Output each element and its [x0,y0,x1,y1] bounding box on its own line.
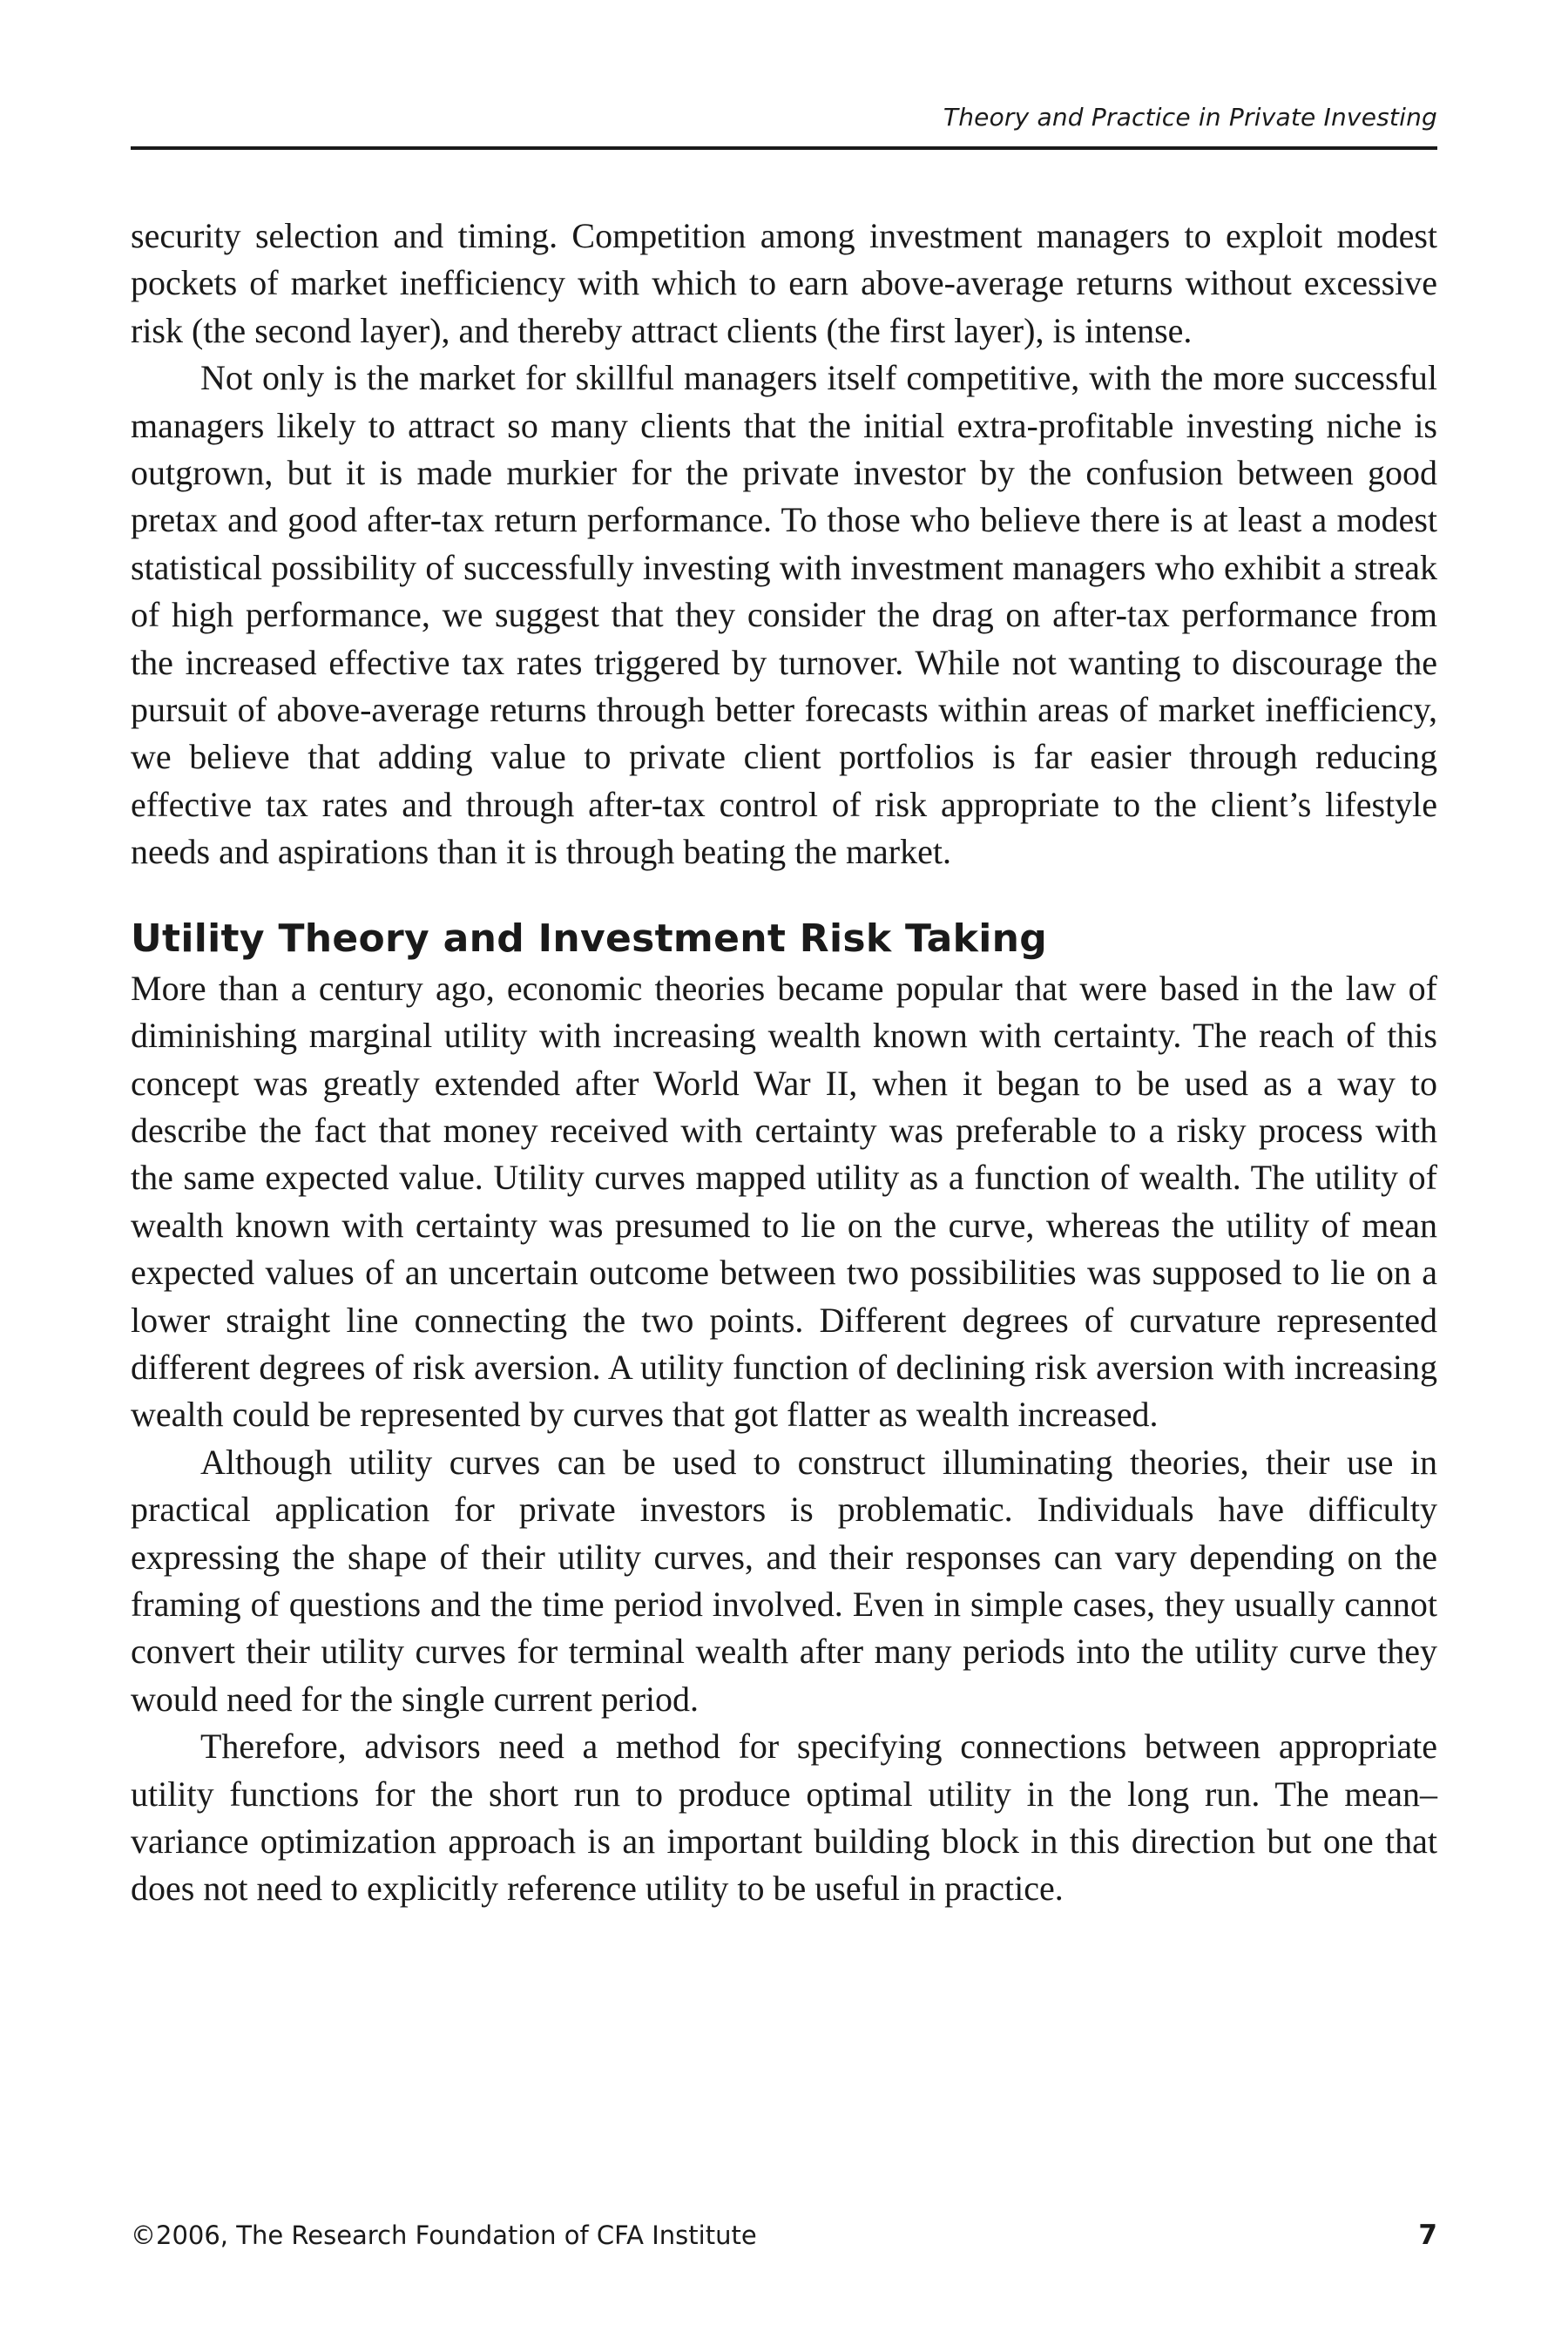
running-header-title: Theory and Practice in Private Investing [943,103,1437,132]
page-footer [131,2220,1437,2251]
page-number: 7 [1418,2220,1437,2251]
header-rule [131,146,1437,150]
page-body [131,213,1437,1913]
footer-copyright: ©2006, The Research Foundation of CFA Institute [131,2220,757,2250]
paragraph-continuation: security selection and timing. Competition among investment managers to exploit modest pockets of market inefficiency with which to earn above-average returns without excessive risk (the second layer), and thereby attract clients (the first layer), is intense. [131,216,1437,350]
section-heading: Utility Theory and Investment Risk Taking [131,916,1048,961]
paragraph-skillful-managers: Not only is the market for skillful managers itself competitive, with the more successful managers likely to attract so many clients that the initial extra-profitable investing niche is outgrown, but it is made murkier for the private investor by the confusion between good pretax and good after-tax return performance. To those who believe there is at least a modest statistical possibility of successfully investing with investment managers who exhibit a streak of high performance, we suggest that they consider the drag on after-tax performance from the increased effective tax rates triggered by turnover. While not wanting to discourage the pursuit of above-average returns through better forecasts within areas of market inefficiency, we believe that adding value to private client portfolios is far easier through reducing effective tax rates and through after-tax control of risk appropriate to the client’s lifestyle needs and aspirations than it is through beating the market. [131,358,1437,872]
paragraph-mean-variance: Therefore, advisors need a method for specifying connections between appropriate utility functions for the short run to produce optimal utility in the long run. The mean–variance optimization approach is an important building block in this direction but one that does not need to explicitly reference utility to be useful in practice. [131,1727,1437,1909]
paragraph-utility-practical: Although utility curves can be used to construct illuminating theories, their use in practical application for private investors is problematic. Individuals have difficulty expressing the shape of their utility curves, and their responses can vary depending on the framing of questions and the time period involved. Even in simple cases, they usually cannot convert their utility curves for terminal wealth after many periods into the utility curve they would need for the single current period. [131,1442,1437,1719]
paragraph-utility-history: More than a century ago, economic theories became popular that were based in the law of diminishing marginal utility with increasing wealth known with certainty. The reach of this concept was greatly extended after World War II, when it began to be used as a way to describe the fact that money received with certainty was preferable to a risky process with the same expected value. Utility curves mapped utility as a function of wealth. The utility of wealth known with certainty was presumed to lie on the curve, whereas the utility of mean expected values of an uncertain outcome between two possibilities was supposed to lie on a lower straight line connecting the two points. Different degrees of curvature represented different degrees of risk aversion. A utility function of declining risk aversion with increasing wealth could be represented by curves that got flatter as wealth increased. [131,968,1437,1435]
